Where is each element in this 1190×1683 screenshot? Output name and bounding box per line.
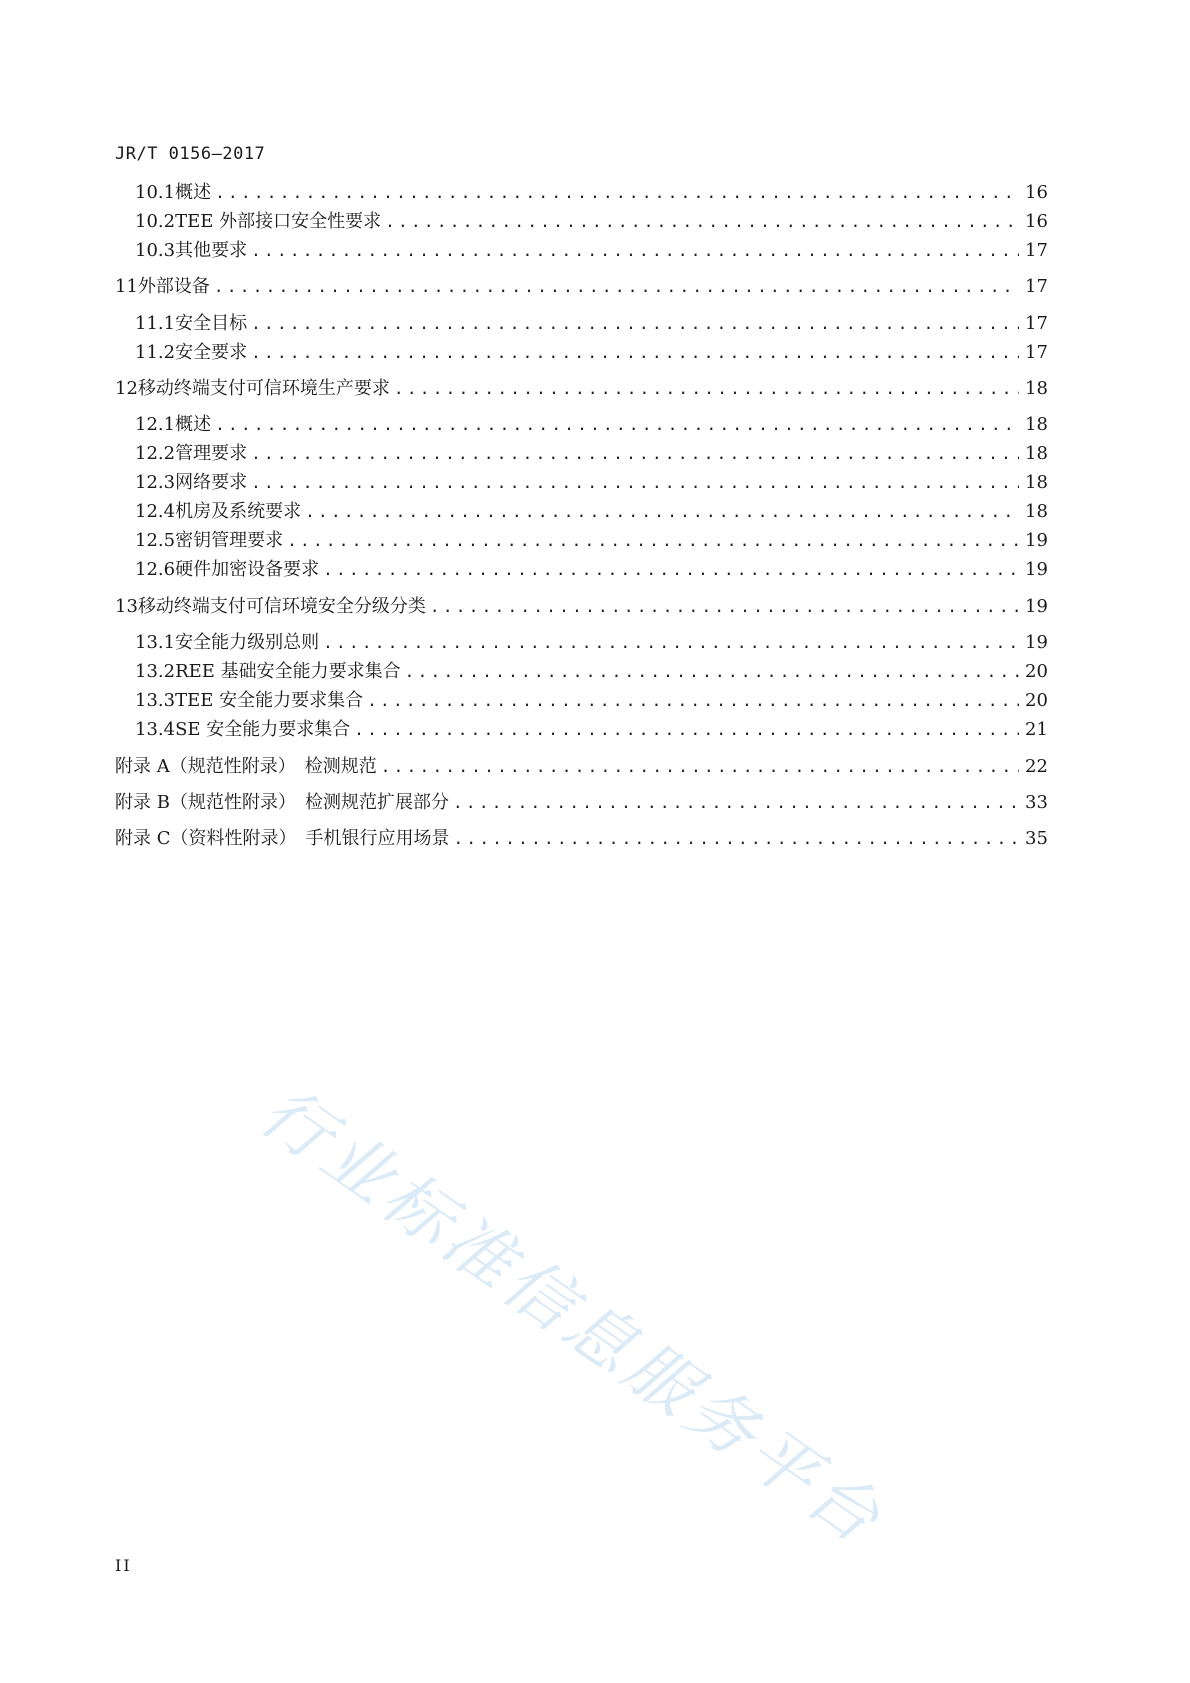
toc-entry-title: 附录 B（规范性附录） 检测规范扩展部分 xyxy=(115,792,449,813)
toc-entry-title: 安全目标 xyxy=(175,313,248,334)
toc-entry-number: 10.1 xyxy=(135,182,176,203)
toc-entry-number: 13.2 xyxy=(135,661,176,682)
toc-entry-page: 35 xyxy=(1025,828,1048,849)
toc-entry-page: 19 xyxy=(1025,559,1048,580)
toc-dot-leader xyxy=(354,717,1019,743)
toc-entry-title: 其他要求 xyxy=(175,240,248,261)
toc-entry-page: 19 xyxy=(1025,632,1048,653)
toc-dot-leader xyxy=(251,470,1019,496)
toc-entry-page: 33 xyxy=(1025,792,1048,813)
page-number: II xyxy=(115,1556,132,1575)
toc-entry[interactable] xyxy=(135,528,1047,554)
watermark-text: 行业标准信息服务平台 xyxy=(246,1072,898,1562)
toc-entry-page: 19 xyxy=(1025,596,1048,617)
toc-dot-leader xyxy=(251,441,1019,467)
toc-dot-leader xyxy=(430,594,1019,620)
toc-dot-leader xyxy=(323,557,1019,583)
toc-dot-leader xyxy=(394,376,1019,402)
toc-entry-number: 12.6 xyxy=(135,559,176,580)
document-code-header: JR/T 0156—2017 xyxy=(115,144,266,164)
toc-dot-leader xyxy=(251,238,1019,264)
toc-dot-leader xyxy=(405,659,1019,685)
toc-entry-page: 19 xyxy=(1025,530,1048,551)
toc-dot-leader xyxy=(381,754,1019,780)
toc-entry-title: 移动终端支付可信环境生产要求 xyxy=(137,378,390,399)
toc-entry-number: 12.1 xyxy=(135,414,176,435)
toc-entry-title: TEE 外部接口安全性要求 xyxy=(175,211,382,232)
toc-entry-title: TEE 安全能力要求集合 xyxy=(175,690,364,711)
toc-entry-page: 18 xyxy=(1025,378,1048,399)
toc-dot-leader xyxy=(251,311,1019,337)
toc-entry-title: 硬件加密设备要求 xyxy=(175,559,320,580)
toc-entry[interactable] xyxy=(135,412,1047,438)
toc-entry-title: 管理要求 xyxy=(175,443,248,464)
toc-dot-leader xyxy=(215,180,1019,206)
toc-entry[interactable] xyxy=(115,274,1047,300)
toc-entry[interactable] xyxy=(135,688,1047,714)
toc-entry-page: 20 xyxy=(1025,690,1048,711)
toc-entry-number: 12.2 xyxy=(135,443,176,464)
toc-entry-number: 12.3 xyxy=(135,472,176,493)
toc-entry[interactable] xyxy=(135,659,1047,685)
toc-entry-page: 18 xyxy=(1025,472,1048,493)
toc-entry[interactable] xyxy=(115,376,1047,402)
toc-entry[interactable] xyxy=(135,470,1047,496)
toc-entry-page: 17 xyxy=(1025,342,1048,363)
toc-entry-title: 网络要求 xyxy=(175,472,248,493)
toc-entry-page: 17 xyxy=(1025,313,1048,334)
toc-entry-page: 20 xyxy=(1025,661,1048,682)
toc-entry-annex[interactable] xyxy=(115,754,1047,780)
toc-entry-annex[interactable] xyxy=(115,790,1047,816)
toc-entry[interactable] xyxy=(135,717,1047,743)
toc-entry-page: 18 xyxy=(1025,414,1048,435)
toc-entry-page: 21 xyxy=(1025,719,1048,740)
toc-entry-title: 概述 xyxy=(175,414,212,435)
toc-entry[interactable] xyxy=(135,441,1047,467)
toc-entry-number: 13.1 xyxy=(135,632,176,653)
toc-dot-leader xyxy=(214,274,1019,300)
toc-entry-page: 18 xyxy=(1025,501,1048,522)
toc-entry-title: 移动终端支付可信环境安全分级分类 xyxy=(137,596,426,617)
toc-dot-leader xyxy=(215,412,1019,438)
toc-entry-title: 安全要求 xyxy=(175,342,248,363)
toc-entry[interactable] xyxy=(135,238,1047,264)
toc-entry-title: 机房及系统要求 xyxy=(175,501,302,522)
toc-entry[interactable] xyxy=(115,594,1047,620)
toc-entry-page: 22 xyxy=(1025,756,1048,777)
toc-entry-number: 12.5 xyxy=(135,530,176,551)
toc-entry-title: 附录 C（资料性附录） 手机银行应用场景 xyxy=(115,828,450,849)
toc-entry-title: SE 安全能力要求集合 xyxy=(175,719,351,740)
toc-dot-leader xyxy=(385,209,1019,235)
toc-entry-number: 12 xyxy=(115,378,138,399)
toc-entry-title: 附录 A（规范性附录） 检测规范 xyxy=(115,756,377,777)
toc-dot-leader xyxy=(305,499,1019,525)
toc-entry-page: 17 xyxy=(1025,276,1048,297)
toc-entry-number: 12.4 xyxy=(135,501,176,522)
toc-entry-page: 16 xyxy=(1025,211,1048,232)
toc-entry[interactable] xyxy=(135,180,1047,206)
toc-entry[interactable] xyxy=(135,499,1047,525)
toc-entry[interactable] xyxy=(135,557,1047,583)
toc-entry-annex[interactable] xyxy=(115,826,1047,852)
toc-entry[interactable] xyxy=(135,340,1047,366)
toc-entry-number: 11.2 xyxy=(135,342,176,363)
toc-dot-leader xyxy=(323,630,1019,656)
toc-entry-title: 概述 xyxy=(175,182,212,203)
toc-entry-title: 外部设备 xyxy=(137,276,210,297)
toc-dot-leader xyxy=(367,688,1019,714)
toc-entry-number: 10.2 xyxy=(135,211,176,232)
toc-entry-number: 13.4 xyxy=(135,719,176,740)
toc-entry[interactable] xyxy=(135,209,1047,235)
toc-entry-number: 11 xyxy=(115,276,138,297)
toc-entry-number: 13.3 xyxy=(135,690,176,711)
toc-dot-leader xyxy=(251,340,1019,366)
toc-dot-leader xyxy=(454,826,1020,852)
toc-dot-leader xyxy=(453,790,1019,816)
toc-entry-title: 密钥管理要求 xyxy=(175,530,284,551)
toc-entry-number: 13 xyxy=(115,596,138,617)
toc-dot-leader xyxy=(287,528,1019,554)
toc-entry-page: 16 xyxy=(1025,182,1048,203)
toc-entry-title: REE 基础安全能力要求集合 xyxy=(175,661,401,682)
toc-entry-number: 10.3 xyxy=(135,240,176,261)
toc-entry-page: 17 xyxy=(1025,240,1048,261)
toc-entry[interactable] xyxy=(135,630,1047,656)
toc-entry-title: 安全能力级别总则 xyxy=(175,632,320,653)
toc-entry[interactable] xyxy=(135,311,1047,337)
toc-entry-number: 11.1 xyxy=(135,313,176,334)
toc-entry-page: 18 xyxy=(1025,443,1048,464)
